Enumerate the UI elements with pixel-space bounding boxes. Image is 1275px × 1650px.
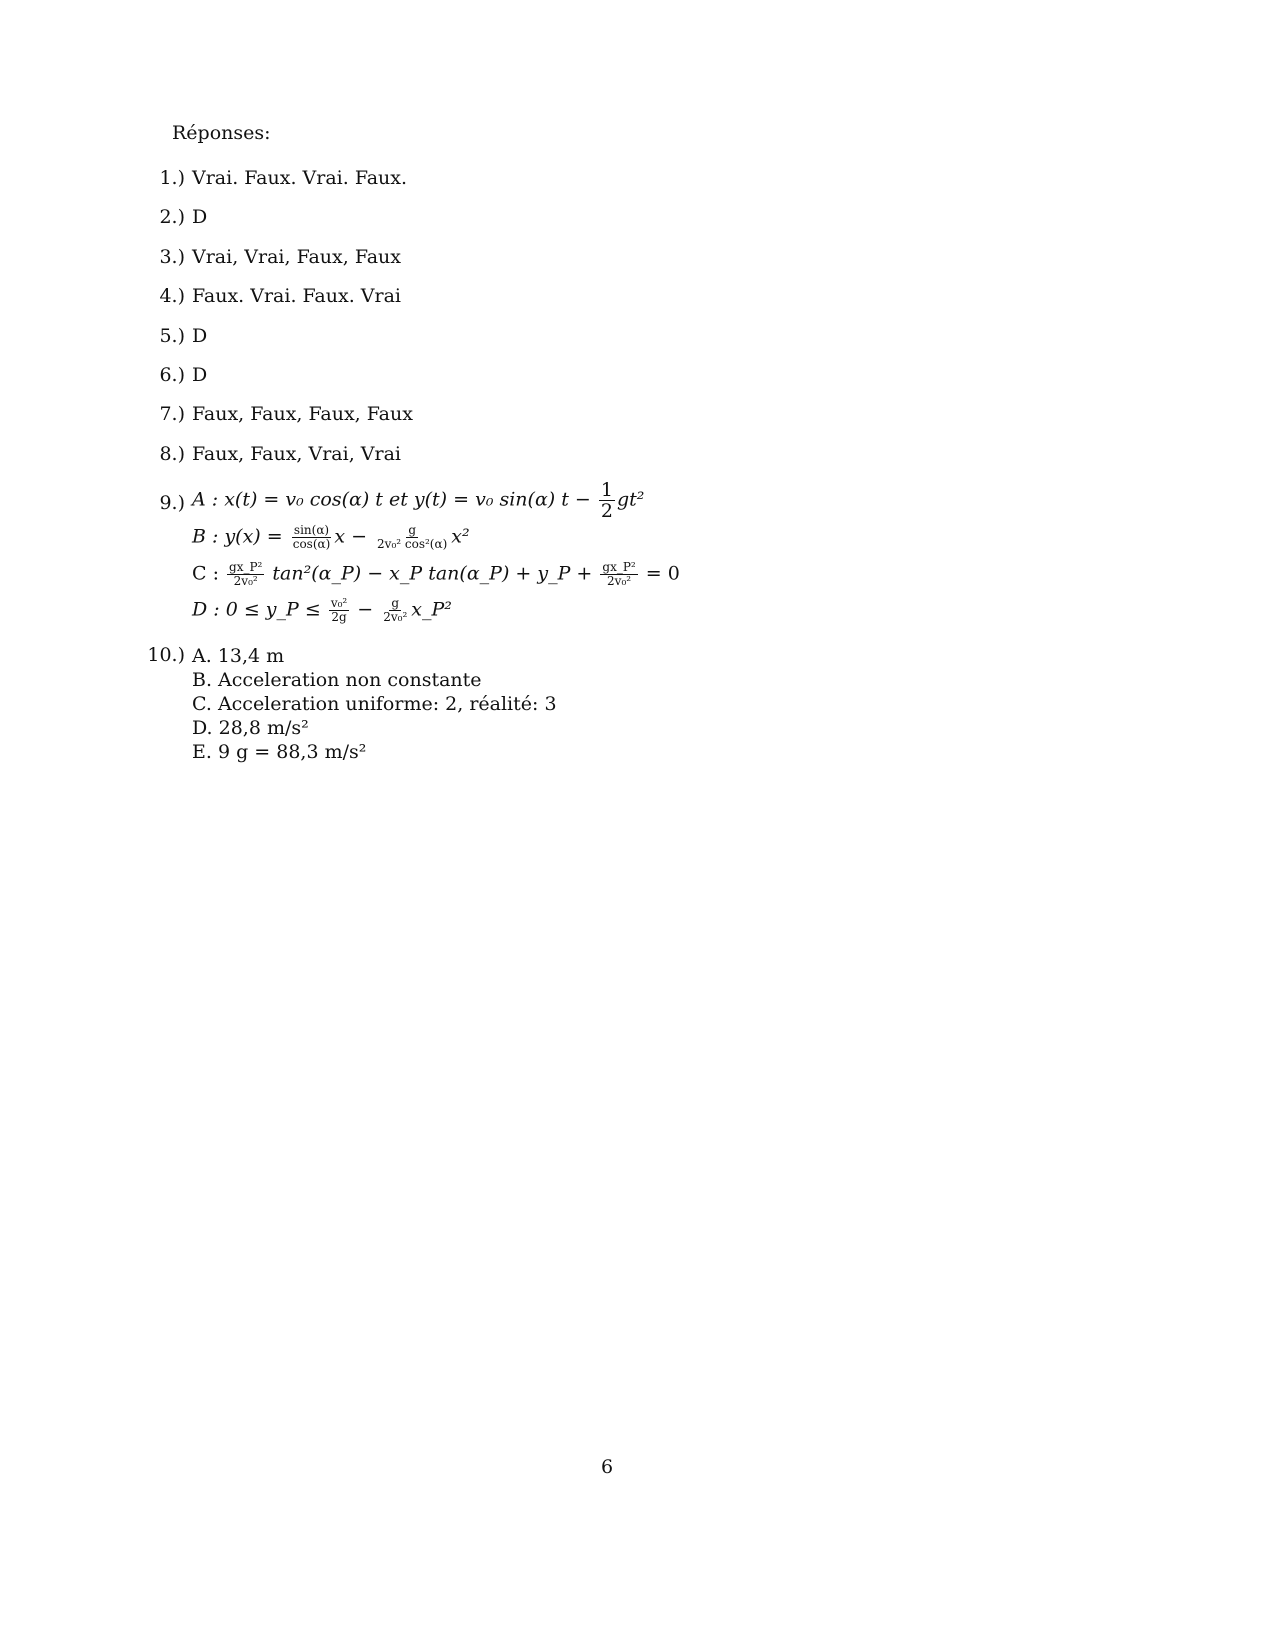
answer-line: C. Acceleration uniforme: 2, réalité: 3 <box>192 693 557 715</box>
numerator: sin(α) <box>293 523 330 537</box>
answer-line: A. 13,4 m <box>192 645 285 667</box>
page-number: 6 <box>601 1456 614 1478</box>
numerator: g <box>391 596 400 610</box>
answer-text: Vrai, Vrai, Faux, Faux <box>192 245 401 268</box>
item-number: 4.) <box>159 285 185 308</box>
item-number: 2.) <box>159 206 185 229</box>
fraction <box>381 597 409 624</box>
item-number: 1.) <box>159 167 185 189</box>
formula-a <box>192 480 644 521</box>
numerator: gx_P² <box>229 560 263 574</box>
denominator: 2g <box>331 610 347 624</box>
formula-text: gt² <box>616 488 645 511</box>
formula-b <box>192 524 470 551</box>
denominator: 2v₀² <box>383 610 408 624</box>
denominator: 2 <box>600 500 613 522</box>
formula-text: D : 0 ≤ y_P ≤ <box>192 598 321 621</box>
numerator: gx_P² <box>602 560 636 574</box>
formula-d <box>192 597 452 624</box>
denominator: cos(α) <box>292 537 331 551</box>
item-number: 5.) <box>159 324 185 347</box>
formula-text: x² <box>451 525 470 548</box>
denominator: 2v₀² <box>607 574 632 588</box>
fraction <box>599 480 615 521</box>
numerator: g <box>408 523 416 537</box>
answers-heading: Réponses: <box>172 122 271 144</box>
item-number: 10.) <box>147 644 185 666</box>
answer-line: D. 28,8 m/s² <box>192 717 309 739</box>
item-number: 6.) <box>159 364 185 386</box>
answer-text: Faux, Faux, Vrai, Vrai <box>192 442 401 465</box>
fraction <box>291 524 333 551</box>
answer-text: Vrai. Faux. Vrai. Faux. <box>192 167 408 189</box>
item-number: 9.) <box>159 492 185 514</box>
denominator: 2v₀² <box>233 574 258 588</box>
formula-text: − <box>357 598 374 621</box>
formula-text: A : x(t) = v₀ cos(α) t et y(t) = v₀ sin(α) t − <box>192 488 591 511</box>
answer-text: D <box>192 364 208 386</box>
formula-text: = 0 <box>645 562 680 585</box>
fraction <box>600 561 637 588</box>
item-number: 8.) <box>159 442 185 465</box>
numerator: 1 <box>600 479 613 501</box>
fraction <box>329 597 349 624</box>
denominator: 2v₀² cos²(α) <box>377 537 448 551</box>
item-number: 3.) <box>159 245 185 268</box>
formula-text: tan²(α_P) − x_P tan(α_P) + y_P + <box>272 562 593 585</box>
formula-text: B : y(x) = <box>192 525 283 548</box>
answer-text: D <box>192 206 208 229</box>
answer-10-lines <box>192 644 557 764</box>
answer-text: Faux, Faux, Faux, Faux <box>192 403 413 426</box>
formula-c <box>192 561 680 588</box>
answer-line: B. Acceleration non constante <box>192 669 482 691</box>
fraction <box>375 524 449 551</box>
answer-text: Faux. Vrai. Faux. Vrai <box>192 285 401 308</box>
formula-text: C : <box>192 562 219 585</box>
answer-line: E. 9 g = 88,3 m/s² <box>192 741 367 763</box>
formula-text: x − <box>334 525 367 548</box>
numerator: v₀² <box>330 596 348 610</box>
item-number: 7.) <box>159 403 185 426</box>
answer-text: D <box>192 324 208 347</box>
formula-text: x_P² <box>411 598 452 621</box>
fraction <box>227 561 264 588</box>
